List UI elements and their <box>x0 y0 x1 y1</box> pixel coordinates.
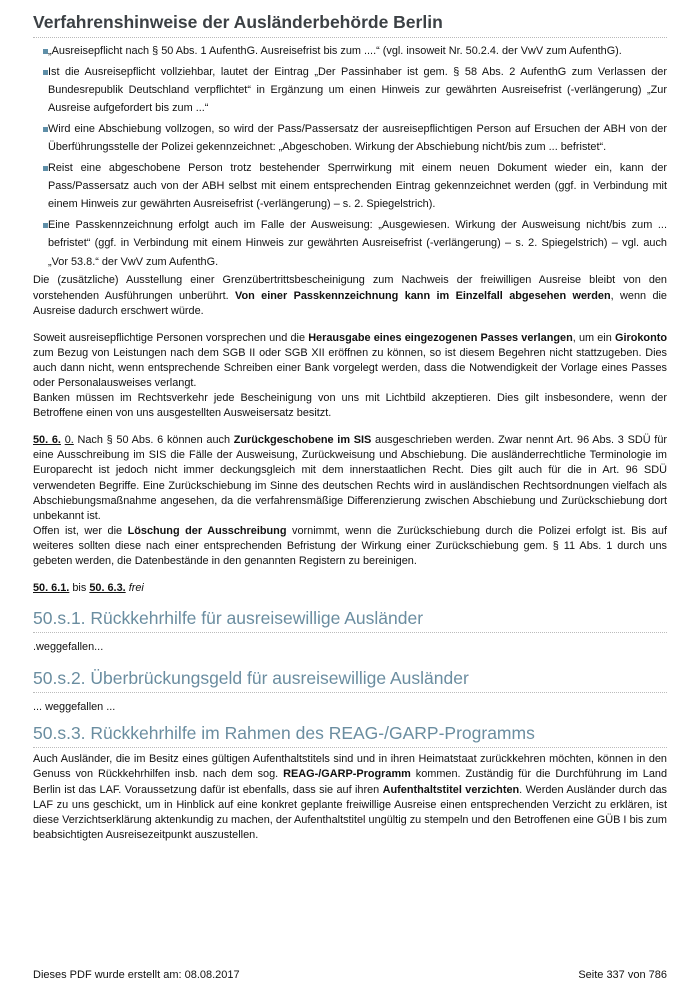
bold-text: Aufenthaltstitel verzichten <box>382 783 520 796</box>
text-run: . Werden Ausländer durch das LAF zu uns geschickt, um in Hinblick auf eine konkret geplante freiwillige Ausreise einen entsprechenden Verzicht zu erklären, ist diese Verzichtserklärung aktenkundig zu machen, der Aufenthaltstitel ungültig zu stempeln und den Betroffenen eine GÜB I bis zum beabsichtigten Ausreisezeitpunkt auszustellen. <box>33 783 667 841</box>
paragraph-banken: Banken müssen im Rechtsverkehr jede Bescheinigung von uns mit Lichtbild akzeptieren. Dies gilt insbesondere, wenn der Betroffene einen von uns ausgestellten Ausweisersatz besitzt. <box>33 392 667 420</box>
text-run: , um ein <box>572 331 615 344</box>
list-item-text: Wird eine Abschiebung vollzogen, so wird der Pass/Passersatz der ausreisepflichtigen Person auf Ersuchen der ABH von der Überführungsstelle der Polizei gekennzeichnet: „Abgeschoben. Wirkung der Abschiebung nicht/bis zum ... befristet“. <box>48 123 667 154</box>
section-body: ... weggefallen ... <box>33 701 116 714</box>
list-item-text: Eine Passkennzeichnung erfolgt auch im Falle der Ausweisung: „Ausgewiesen. Wirkung der Ausweisung nicht/bis zum ... befristet“ (ggf. in Verbindung mit einem Hinweis zur gewährten Ausreisefrist (-verlängerung) – s. 2. Spiegelstrich) – vgl. auch „Vor 53.8.“ der VwV zum AufenthG. <box>48 219 667 268</box>
paragraph-grenzuebertritt <box>33 273 667 318</box>
text-run: bis <box>69 582 90 595</box>
list-item <box>33 42 667 60</box>
list-item-text: Ist die Ausreisepflicht vollziehbar, lautet der Eintrag „Der Passinhaber ist gem. § 58 Abs. 2 AufenthG zum Verlassen der Bundesrepublik Deutschland verpflichtet“ in Ergänzung um einen Hinweis zur gewährten Ausreisefrist (-verlängerung) „Zur Ausreise aufgefordert bis zum ...“ <box>48 65 667 115</box>
bold-text: Girokonto <box>614 331 667 344</box>
bold-text: Von einer Passkennzeichnung kann im Einzelfall abgesehen werden <box>235 289 611 302</box>
text-run: Auch Ausländer, die im Besitz eines gültigen Aufenthaltstitels sind und in ihren Heimatstaat zurückkehren möchten, können in den Genuss von Rückkehrhilfen insb. nach dem sog. <box>33 753 667 781</box>
text-run: ausgeschrieben werden. Zwar nennt Art. 96 Abs. 3 SDÜ für eine Ausschreibung im SIS die Fälle der Ausweisung, Zurückweisung und Abschiebung. Die ausländerrechtliche Terminologie im Europarecht ist jedoch nicht immer deckungsgleich mit dem innerstaatlichen Recht. Dies gilt auch für die in Art. 96 SDÜ verwendeten Begriffe. Eine Zurückschiebung im Sinne des deutschen Rechts wird in ausländischen Rechtsordnungen vielfach als Abschiebungsmaßnahme angesehen, da die verfahrensmäßige Differenzierung zwischen Abschiebung und Zurückschiebung dort unbekannt ist. <box>33 434 667 522</box>
list-item <box>33 63 667 118</box>
section-heading: 50.s.2. Überbrückungsgeld für ausreisewillige Ausländer <box>33 666 667 693</box>
text-run: Offen ist, wer die <box>33 524 128 537</box>
text-run: , wenn die Ausreise dadurch erschwert würde. <box>33 289 667 317</box>
square-bullet-icon <box>43 49 48 54</box>
square-bullet-icon <box>43 127 48 132</box>
created-date: Dieses PDF wurde erstellt am: 08.08.2017 <box>33 969 240 981</box>
subsection-reference-link[interactable]: 0. <box>64 434 74 447</box>
square-bullet-icon <box>43 70 48 75</box>
bold-text: Löschung der Ausschreibung <box>127 524 287 537</box>
paragraph-50-6-1 <box>33 581 667 596</box>
section-body: .weggefallen... <box>33 641 104 654</box>
section-reference-link[interactable]: 50. 6.3. <box>89 582 126 595</box>
text-run: Nach § 50 Abs. 6 können auch <box>73 434 234 447</box>
list-item-text: Reist eine abgeschobene Person trotz bestehender Sperrwirkung mit einem neuen Dokument wieder ein, kann der Pass/Passersatz auch von der ABH selbst mit einem entsprechenden Eintrag gekennzeichnet werden (ggf. in Verbindung mit einem Hinweis zur gewährten Ausreisefrist (-verlängerung) – s. 2. Spiegelstrich). <box>48 162 667 211</box>
paragraph-reag <box>33 752 667 843</box>
bold-text: REAG-/GARP-Programm <box>283 768 411 781</box>
list-item-text: „Ausreisepflicht nach § 50 Abs. 1 AufenthG. Ausreisefrist bis zum ....“ (vgl. insoweit Nr. 50.2.4. der VwV zum AufenthG). <box>48 45 622 57</box>
paragraph-loeschung <box>33 524 667 569</box>
square-bullet-icon <box>43 166 48 171</box>
section-heading: 50.s.3. Rückkehrhilfe im Rahmen des REAG-/GARP-Programms <box>33 721 667 748</box>
text-run: vornimmt, wenn die Zurückschiebung durch die Polizei erfolgt ist. Bis auf weiteres sollten diese nach einer entsprechenden Befristung der Wirkung einer Zurückschiebung gem. § 11 Abs. 1 durch uns gebeten werden, die Datenbestände in den genannten Registern zu bereinigen. <box>33 524 667 567</box>
section-reference-link[interactable]: 50. 6. <box>33 434 61 447</box>
list-item <box>33 120 667 156</box>
document-page <box>33 10 667 843</box>
section-heading: 50.s.1. Rückkehrhilfe für ausreisewillige Ausländer <box>33 606 667 633</box>
bold-text: Herausgabe eines eingezogenen Passes verlangen <box>308 331 573 344</box>
list-item <box>33 216 667 271</box>
document-title: Verfahrenshinweise der Ausländerbehörde Berlin <box>33 10 667 38</box>
text-run: kommen. Zuständig für die Durchführung im Land Berlin ist das LAF. Voraussetzung dafür ist ebenfalls, dass sie auf ihren <box>33 768 667 796</box>
page-footer <box>33 968 667 983</box>
text-run: Die (zusätzliche) Ausstellung einer Grenzübertrittsbescheinigung zum Nachweis der freiwilligen Ausreise bleibt von den vorstehenden Ausführungen unberührt. <box>33 274 667 302</box>
bullet-list <box>33 42 667 271</box>
paragraph-pass-herausgabe <box>33 331 667 391</box>
square-bullet-icon <box>43 223 48 228</box>
text-run: zum Bezug von Leistungen nach dem SGB II oder SGB XII eröffnen zu können, so ist diesem Begehren nicht stattzugeben. Dies auch dann nicht, wenn entsprechende Schreiben einer Bank vorgelegt werden, dass die Notwendigkeit der Vorlage eines Passes oder Personalausweises verlangt. <box>33 346 667 389</box>
list-item <box>33 159 667 214</box>
paragraph-50-6 <box>33 433 667 524</box>
page-number: Seite 337 von 786 <box>578 969 667 981</box>
italic-text: frei <box>128 582 144 595</box>
text-run: Soweit ausreisepflichtige Personen vorsprechen und die <box>33 331 309 344</box>
bold-text: Zurückgeschobene im SIS <box>233 434 372 447</box>
section-reference-link[interactable]: 50. 6.1. <box>33 582 70 595</box>
